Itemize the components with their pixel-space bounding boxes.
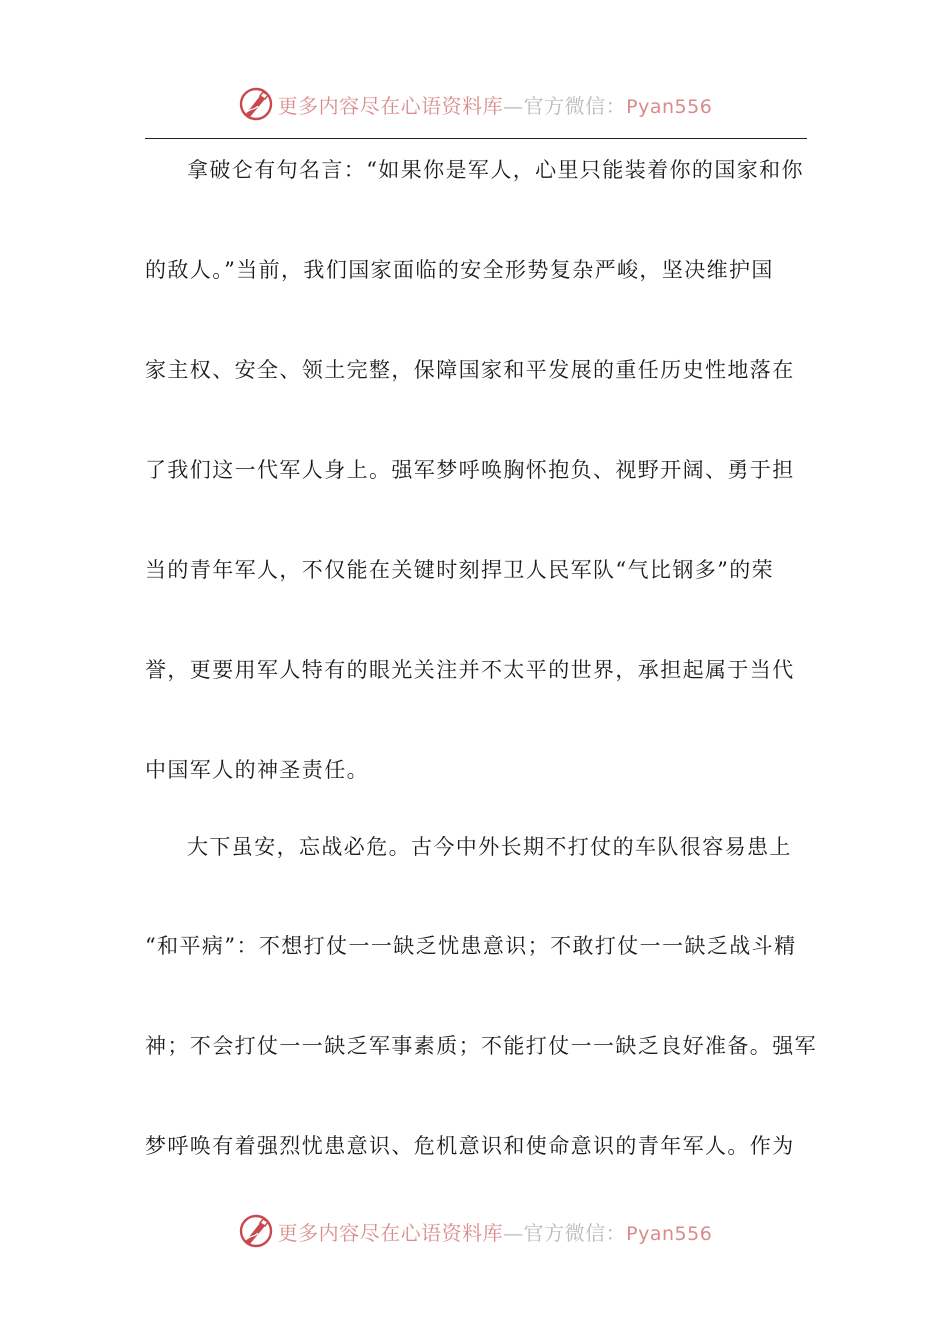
paragraph-2-line-4: 梦呼唤有着强烈忧患意识、危机意识和使命意识的青年军人。作为	[145, 1134, 795, 1158]
banner-brand: 更多内容尽在心语资料库	[277, 1220, 504, 1245]
header-banner	[0, 84, 950, 124]
pen-nib-logo-icon	[238, 86, 274, 122]
footer-banner	[0, 1211, 950, 1251]
banner-wechat-label: 官方微信：	[523, 93, 627, 118]
header-divider	[145, 138, 807, 139]
banner-dash: —	[503, 93, 524, 118]
paragraph-1-line-6: 誉，更要用军人特有的眼光关注并不太平的世界，承担起属于当代	[145, 658, 795, 682]
paragraph-2-line-3: 神；不会打仗一一缺乏军事素质；不能打仗一一缺乏良好准备。强军	[145, 1034, 817, 1058]
paragraph-1-line-3: 家主权、安全、领土完整，保障国家和平发展的重任历史性地落在	[145, 358, 795, 382]
banner-dash: —	[503, 1220, 524, 1245]
banner-text	[278, 1217, 713, 1246]
paragraph-1-line-4: 了我们这一代军人身上。强军梦呼唤胸怀抱负、视野开阔、勇于担	[145, 458, 795, 482]
paragraph-1-line-1: 拿破仑有句名言：“如果你是军人，心里只能装着你的国家和你	[187, 158, 804, 182]
paragraph-1-line-7: 中国军人的神圣责任。	[145, 758, 369, 782]
banner-wechat-id: Pyan556	[626, 95, 713, 118]
paragraph-1-line-5: 当的青年军人，不仅能在关键时刻捍卫人民军队“气比钢多”的荣	[145, 558, 775, 582]
pen-nib-logo-icon	[238, 1213, 274, 1249]
paragraph-1-line-2: 的敌人。”当前，我们国家面临的安全形势复杂严峻，坚决维护国	[145, 258, 774, 282]
banner-text	[278, 90, 713, 119]
paragraph-2-line-2: “和平病”：不想打仗一一缺乏忧患意识；不敢打仗一一缺乏战斗精	[145, 934, 797, 958]
banner-wechat-label: 官方微信：	[523, 1220, 627, 1245]
paragraph-2-line-1: 大下虽安，忘战必危。古今中外长期不打仗的车队很容易患上	[187, 835, 792, 859]
banner-brand: 更多内容尽在心语资料库	[277, 93, 504, 118]
banner-wechat-id: Pyan556	[626, 1222, 713, 1245]
